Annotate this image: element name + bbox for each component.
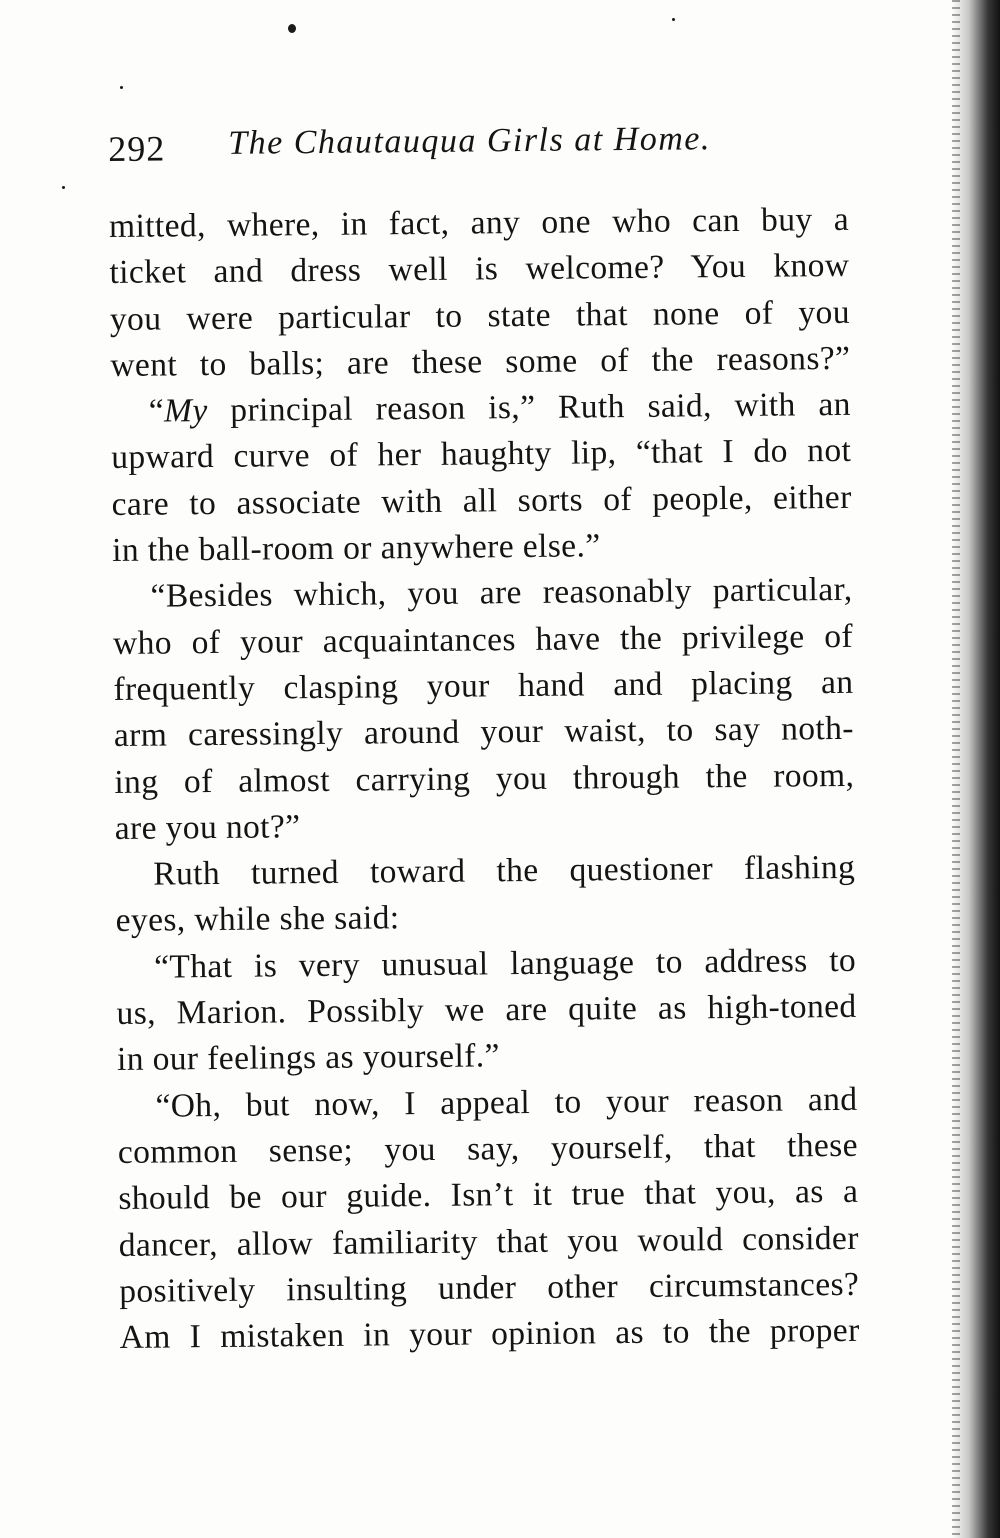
text-line: mitted, where, in fact, any one who can buy a [108,200,850,245]
text-line: upward curve of her haughty lip, “that I do not [111,432,852,477]
ink-speck [288,24,296,33]
body-text [109,197,860,1361]
text-line: positively insulting under other circumstances? [119,1265,860,1310]
text-line: dancer, allow familiarity that you would consider [118,1219,859,1264]
text-line: who of your acquaintances have the privilege of [112,617,854,662]
text-line: are you not?” [114,808,301,847]
text-line: us, Marion. Possibly we are quite as high-toned [116,987,857,1033]
text-line: should be our guide. Isn’t it true that you, as a [118,1173,859,1218]
text-line: Am I mistaken in your opinion as to the proper [119,1311,860,1357]
italic-word: My [163,392,208,430]
text-line: care to associate with all sorts of people, either [111,478,852,523]
text-line: arm caressingly around your waist, to say noth- [113,710,855,755]
text-line: “That is very unusual language to address to [153,941,857,986]
text-line: eyes, while she said: [115,899,400,940]
text-line: you were particular to state that none of you [109,293,851,338]
text-line: “Besides which, you are reasonably particular, [150,571,853,615]
text-line: common sense; you say, yourself, that these [117,1126,859,1171]
text-line [111,382,851,435]
ink-speck [672,18,675,21]
ink-speck [120,86,123,89]
running-head [108,113,849,182]
text-line: frequently clasping your hand and placing an [113,663,854,708]
open-quote: “ [148,392,165,430]
text-line: “Oh, but now, I appeal to your reason and [155,1080,858,1125]
line-rest: principal reason is,” Ruth said, with an [207,386,851,430]
text-line: in the ball-room or anywhere else.” [111,527,601,570]
text-line: ticket and dress well is welcome? You know [109,247,850,292]
page-number: 292 [108,128,166,169]
text-line: ing of almost carrying you through the room, [114,756,855,801]
text-block [108,113,860,1361]
text-line: in our feelings as yourself.” [116,1037,500,1079]
page-edge-texture [952,0,960,1538]
ink-speck [62,186,65,189]
text-line: Ruth turned toward the questioner flashing [153,849,856,893]
text-line: went to balls; are these some of the reasons?” [110,339,851,384]
running-title: The Chautauqua Girls at Home. [228,120,712,162]
